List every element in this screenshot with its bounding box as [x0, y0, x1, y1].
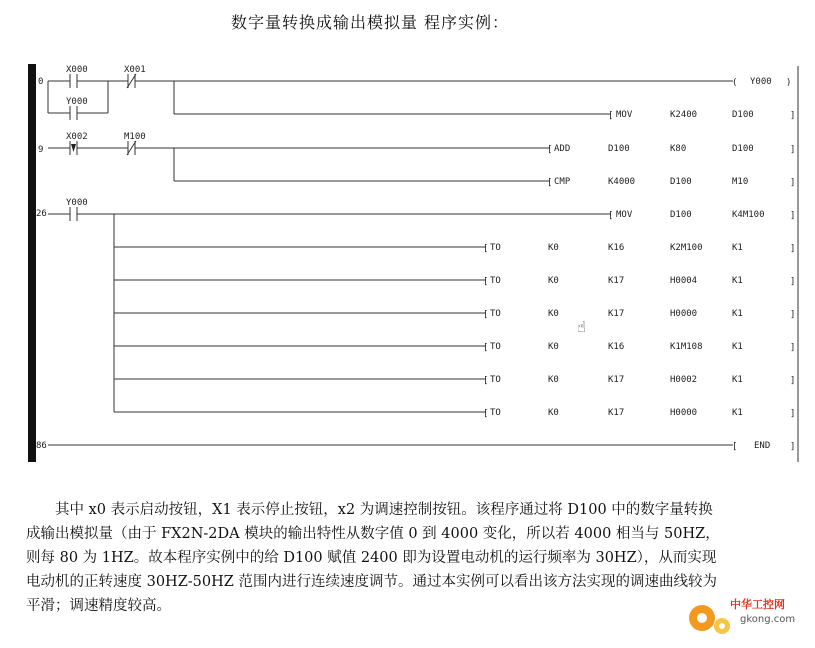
end-label: END [754, 441, 771, 451]
bracket: ] [790, 111, 796, 121]
instruction-arg: D100 [732, 110, 754, 120]
hand-cursor-icon: ☝ [577, 318, 587, 336]
bracket: ] [790, 277, 796, 287]
instruction-op: TO [490, 276, 501, 286]
bracket: ] [790, 145, 796, 155]
coil-label: Y000 [750, 77, 772, 87]
bracket: ] [790, 376, 796, 386]
bracket: ] [790, 178, 796, 188]
instruction-arg: K0 [548, 309, 559, 319]
instruction-arg: H0002 [670, 375, 698, 385]
instruction-arg: K17 [608, 309, 625, 319]
instruction-op: TO [490, 342, 501, 352]
coil-open: ( [732, 78, 738, 88]
coil-close: ) [786, 78, 792, 88]
instruction-arg: K4M100 [732, 210, 765, 220]
watermark-url: gkong.com [740, 614, 796, 625]
bracket: [ [547, 145, 553, 155]
instruction-arg: H0000 [670, 408, 698, 418]
bracket: ] [790, 409, 796, 419]
bracket: [ [483, 376, 489, 386]
step-label: 86 [36, 441, 47, 451]
instruction-op: TO [490, 408, 501, 418]
instruction-arg: K2M100 [670, 243, 703, 253]
instruction-arg: K4000 [608, 177, 636, 187]
instruction-arg: K16 [608, 243, 625, 253]
instruction-arg: H0000 [670, 309, 698, 319]
contact-label: M100 [124, 132, 146, 142]
bracket: [ [483, 244, 489, 254]
instruction-arg: K80 [670, 144, 687, 154]
description-paragraph [26, 498, 726, 618]
instruction-arg: K0 [548, 276, 559, 286]
bracket: [ [483, 409, 489, 419]
instruction-arg: K0 [548, 243, 559, 253]
bracket: [ [608, 211, 614, 221]
page-title: 数字量转换成输出模拟量 程序实例： [230, 13, 510, 32]
step-label: 9 [38, 145, 44, 155]
contact-label: X001 [124, 65, 146, 75]
instruction-arg: K0 [548, 342, 559, 352]
paragraph-text: 其中 x0 表示启动按钮，X1 表示停止按钮，x2 为调速控制按钮。该程序通过将 D100 中的数字量转换成输出模拟量（由于 FX2N-2DA 模块的输出特性从数字值 0 到 4000 变化，所以若 4000 相当与 50HZ，则每 80 为 1HZ。故本程序实例中的给 D100 赋值 2400 即为设置电动机的运行频率为 30HZ），从而实现电动机的正转速度 30HZ-50HZ 范围内进行连续速度调节。通过本实例可以看出该方法实现的调速曲线较为平滑；调速精度较高。 [26, 502, 720, 614]
bracket: ] [790, 442, 796, 452]
instruction-op: MOV [616, 210, 633, 220]
bracket: [ [483, 277, 489, 287]
instruction-op: MOV [616, 110, 633, 120]
instruction-arg: K17 [608, 276, 625, 286]
instruction-arg: K1 [732, 243, 743, 253]
instruction-arg: H0004 [670, 276, 698, 286]
left-power-rail [28, 64, 36, 462]
instruction-op: TO [490, 243, 501, 253]
instruction-arg: K1 [732, 408, 743, 418]
instruction-arg: K1M108 [670, 342, 703, 352]
bracket: [ [483, 310, 489, 320]
instruction-arg: D100 [608, 144, 630, 154]
contact-label: X000 [66, 65, 88, 75]
instruction-arg: D100 [670, 210, 692, 220]
instruction-arg: K0 [548, 375, 559, 385]
instruction-arg: D100 [670, 177, 692, 187]
instruction-arg: K1 [732, 276, 743, 286]
instruction-arg: D100 [732, 144, 754, 154]
instruction-arg: M10 [732, 177, 749, 187]
instruction-op: TO [490, 375, 501, 385]
contact-label: X002 [66, 132, 88, 142]
instruction-arg: K0 [548, 408, 559, 418]
bracket: [ [608, 111, 614, 121]
pulse-arrow [71, 144, 76, 152]
bracket: [ [483, 343, 489, 353]
instruction-arg: K2400 [670, 110, 698, 120]
bracket: ] [790, 343, 796, 353]
instruction-op: ADD [554, 144, 571, 154]
bracket: ] [790, 244, 796, 254]
instruction-op: CMP [554, 177, 571, 187]
instruction-arg: K1 [732, 342, 743, 352]
instruction-arg: K16 [608, 342, 625, 352]
instruction-arg: K17 [608, 375, 625, 385]
step-label: 0 [38, 77, 44, 87]
contact-label: Y000 [66, 198, 88, 208]
ladder-diagram [28, 64, 802, 464]
instruction-arg: K1 [732, 309, 743, 319]
bracket: [ [547, 178, 553, 188]
watermark-name: 中华工控网 [730, 598, 785, 611]
bracket: ] [790, 211, 796, 221]
instruction-arg: K17 [608, 408, 625, 418]
instruction-arg: K1 [732, 375, 743, 385]
bracket: ] [790, 310, 796, 320]
contact-label: Y000 [66, 97, 88, 107]
step-label: 26 [36, 209, 47, 219]
bracket: [ [732, 442, 738, 452]
instruction-op: TO [490, 309, 501, 319]
watermark-logo [680, 594, 810, 638]
